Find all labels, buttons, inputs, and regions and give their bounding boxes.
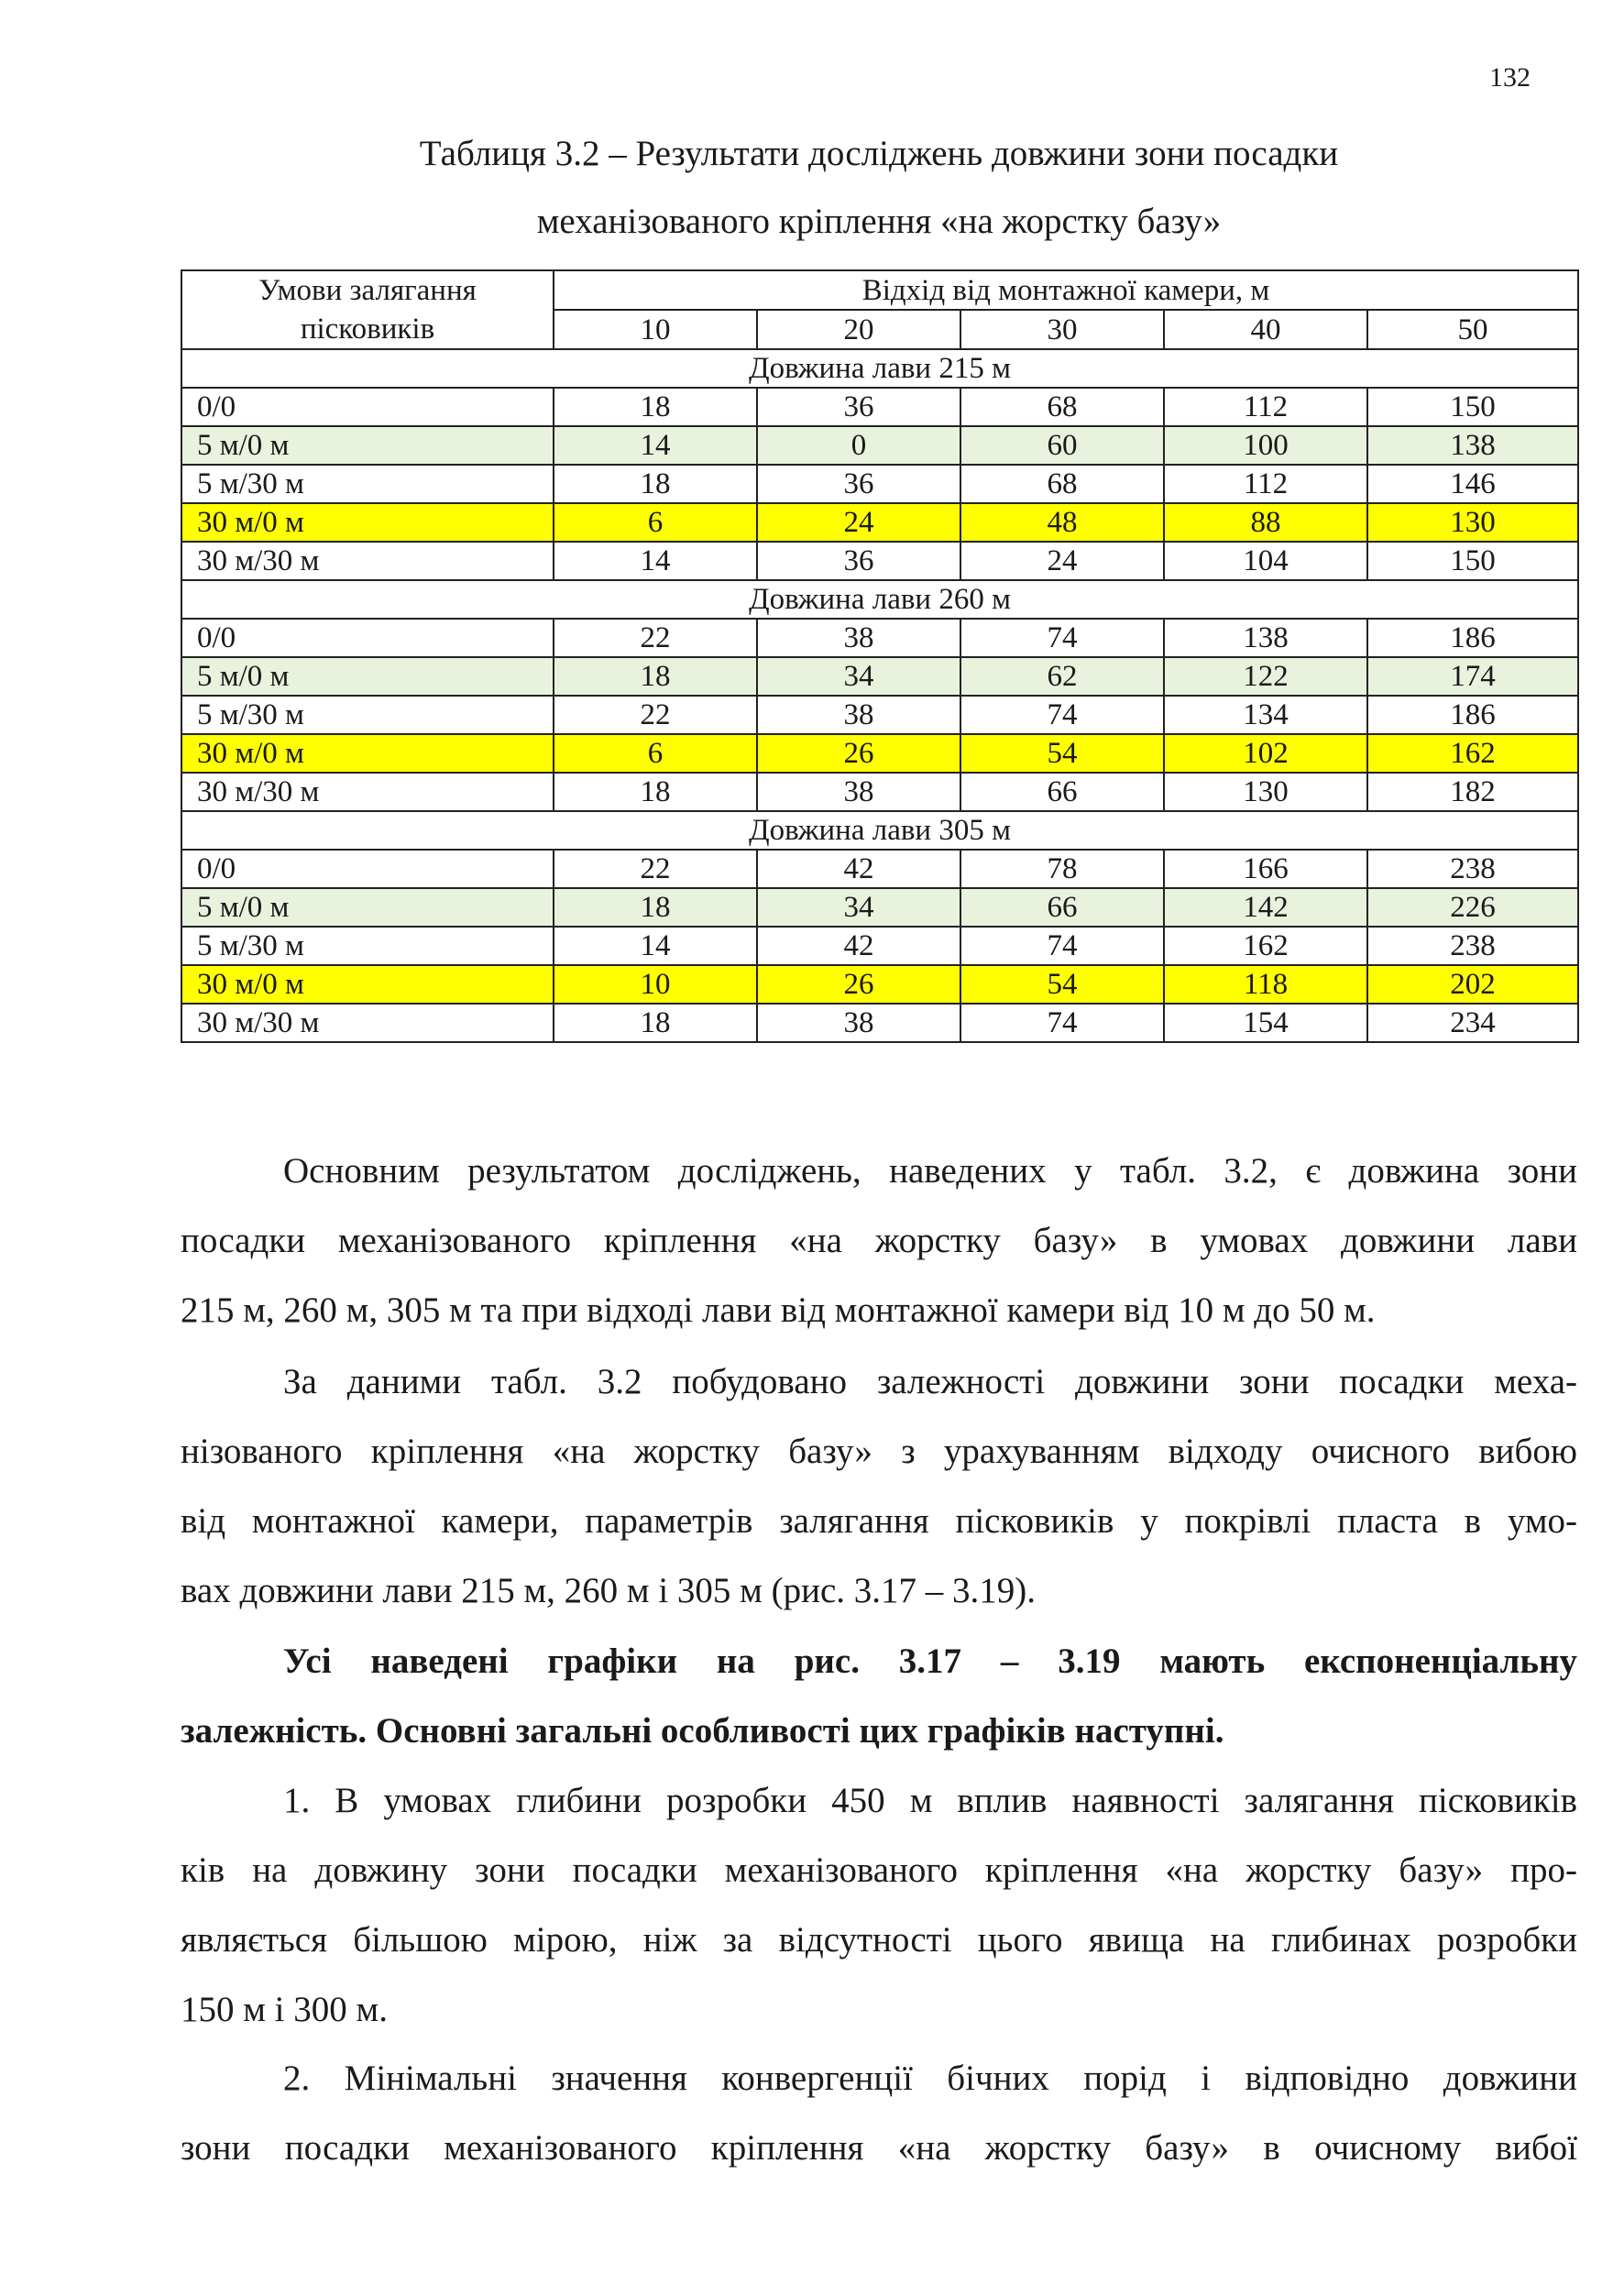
table-row — [181, 965, 1578, 1004]
text-line — [181, 1136, 1577, 1206]
text-line — [181, 1627, 1577, 1697]
value-cell: 112 — [1164, 465, 1367, 503]
condition-cell: 0/0 — [181, 388, 554, 426]
condition-cell: 30 м/0 м — [181, 734, 554, 773]
column-group-header-distance: Відхід від монтажної камери, м — [554, 270, 1578, 310]
condition-cell: 5 м/0 м — [181, 657, 554, 696]
table-caption-line-2: механізованого кріплення «на жорстку базу» — [536, 202, 1222, 241]
value-cell: 22 — [554, 850, 757, 888]
value-cell: 186 — [1367, 696, 1578, 734]
value-cell: 42 — [757, 850, 960, 888]
value-cell: 122 — [1164, 657, 1367, 696]
text-line-content: 2. Мінімальні значення конвергенції бічних порід і відповідно довжини — [283, 2059, 1577, 2098]
text-line-content: від монтажної камери, параметрів залягання пісковиків у покрівлі пласта в умо- — [181, 1501, 1577, 1541]
section-title: Довжина лави 215 м — [181, 349, 1578, 388]
value-cell: 34 — [757, 888, 960, 927]
column-header-distance: 20 — [757, 310, 960, 349]
value-cell: 226 — [1367, 888, 1578, 927]
text-line-content: являється більшою мірою, ніж за відсутності цього явища на глибинах розробки — [181, 1920, 1577, 1960]
value-cell: 38 — [757, 619, 960, 657]
value-cell: 78 — [960, 850, 1164, 888]
paragraph — [181, 1627, 1577, 1766]
column-header-distance: 30 — [960, 310, 1164, 349]
text-line — [181, 1905, 1577, 1975]
table-row — [181, 465, 1578, 503]
value-cell: 154 — [1164, 1004, 1367, 1042]
column-header-distance: 40 — [1164, 310, 1367, 349]
value-cell: 36 — [757, 542, 960, 580]
text-line — [181, 1487, 1577, 1556]
condition-cell: 5 м/0 м — [181, 426, 554, 465]
text-line — [181, 2044, 1577, 2114]
text-line — [181, 1697, 1577, 1766]
text-line-content: нізованого кріплення «на жорстку базу» з урахуванням відходу очисного вибою — [181, 1432, 1577, 1471]
table-header-row — [181, 270, 1578, 310]
column-header-conditions: Умови залягання пісковиків — [181, 270, 554, 349]
value-cell: 162 — [1367, 734, 1578, 773]
value-cell: 38 — [757, 773, 960, 811]
section-title-row — [181, 349, 1578, 388]
value-cell: 22 — [554, 696, 757, 734]
section-title: Довжина лави 260 м — [181, 580, 1578, 619]
value-cell: 6 — [554, 734, 757, 773]
value-cell: 68 — [960, 388, 1164, 426]
page-number: 132 — [1489, 62, 1531, 93]
text-line — [181, 1975, 1577, 2045]
value-cell: 42 — [757, 927, 960, 965]
value-cell: 74 — [960, 927, 1164, 965]
text-line-content: зони посадки механізованого кріплення «на жорстку базу» в очисному вибої — [181, 2128, 1577, 2168]
value-cell: 6 — [554, 503, 757, 542]
text-line-content: залежність. Основні загальні особливості цих графіків наступні. — [181, 1711, 1224, 1751]
value-cell: 100 — [1164, 426, 1367, 465]
value-cell: 18 — [554, 388, 757, 426]
value-cell: 26 — [757, 965, 960, 1004]
value-cell: 150 — [1367, 388, 1578, 426]
text-line-content: 1. В умовах глибини розробки 450 м вплив наявності залягання пісковиків — [283, 1781, 1577, 1820]
condition-cell: 30 м/30 м — [181, 1004, 554, 1042]
text-line — [181, 1276, 1577, 1345]
value-cell: 66 — [960, 773, 1164, 811]
value-cell: 182 — [1367, 773, 1578, 811]
table-row — [181, 696, 1578, 734]
paragraph — [181, 2044, 1577, 2183]
value-cell: 74 — [960, 619, 1164, 657]
value-cell: 112 — [1164, 388, 1367, 426]
value-cell: 130 — [1164, 773, 1367, 811]
condition-cell: 30 м/30 м — [181, 542, 554, 580]
value-cell: 18 — [554, 465, 757, 503]
text-line — [181, 1206, 1577, 1276]
value-cell: 68 — [960, 465, 1164, 503]
text-line — [181, 2114, 1577, 2183]
value-cell: 18 — [554, 888, 757, 927]
text-line-content: За даними табл. 3.2 побудовано залежності довжини зони посадки меха- — [283, 1362, 1577, 1401]
column-header-distance: 10 — [554, 310, 757, 349]
table-row — [181, 927, 1578, 965]
value-cell: 36 — [757, 465, 960, 503]
section-title-row — [181, 811, 1578, 850]
table-row — [181, 503, 1578, 542]
value-cell: 36 — [757, 388, 960, 426]
table-row — [181, 734, 1578, 773]
table-row — [181, 888, 1578, 927]
paragraph — [181, 1766, 1577, 2045]
results-table — [181, 269, 1579, 1043]
value-cell: 14 — [554, 927, 757, 965]
text-line-content: 215 м, 260 м, 305 м та при відході лави від монтажної камери від 10 м до 50 м. — [181, 1290, 1376, 1330]
value-cell: 238 — [1367, 927, 1578, 965]
section-title: Довжина лави 305 м — [181, 811, 1578, 850]
value-cell: 150 — [1367, 542, 1578, 580]
text-line-content: посадки механізованого кріплення «на жорстку базу» в умовах довжини лави — [181, 1221, 1577, 1260]
table-row — [181, 426, 1578, 465]
paragraph — [181, 1136, 1577, 1345]
condition-cell: 5 м/30 м — [181, 696, 554, 734]
condition-cell: 0/0 — [181, 619, 554, 657]
condition-cell: 5 м/30 м — [181, 465, 554, 503]
table-row — [181, 657, 1578, 696]
value-cell: 62 — [960, 657, 1164, 696]
value-cell: 38 — [757, 1004, 960, 1042]
value-cell: 22 — [554, 619, 757, 657]
text-line-content: Основним результатом досліджень, наведених у табл. 3.2, є довжина зони — [283, 1151, 1577, 1191]
value-cell: 54 — [960, 965, 1164, 1004]
value-cell: 138 — [1164, 619, 1367, 657]
value-cell: 162 — [1164, 927, 1367, 965]
value-cell: 24 — [757, 503, 960, 542]
table-row — [181, 850, 1578, 888]
text-line — [181, 1556, 1577, 1626]
value-cell: 24 — [960, 542, 1164, 580]
text-line — [181, 1347, 1577, 1417]
value-cell: 146 — [1367, 465, 1578, 503]
value-cell: 166 — [1164, 850, 1367, 888]
condition-cell: 5 м/0 м — [181, 888, 554, 927]
value-cell: 26 — [757, 734, 960, 773]
value-cell: 34 — [757, 657, 960, 696]
value-cell: 60 — [960, 426, 1164, 465]
value-cell: 18 — [554, 657, 757, 696]
value-cell: 74 — [960, 696, 1164, 734]
value-cell: 138 — [1367, 426, 1578, 465]
value-cell: 238 — [1367, 850, 1578, 888]
condition-cell: 30 м/0 м — [181, 965, 554, 1004]
paragraph — [181, 1347, 1577, 1626]
value-cell: 14 — [554, 426, 757, 465]
value-cell: 234 — [1367, 1004, 1578, 1042]
text-line-content: вах довжини лави 215 м, 260 м і 305 м (рис. 3.17 – 3.19). — [181, 1571, 1036, 1610]
table-row — [181, 619, 1578, 657]
condition-cell: 0/0 — [181, 850, 554, 888]
condition-cell: 30 м/0 м — [181, 503, 554, 542]
table-row — [181, 388, 1578, 426]
value-cell: 66 — [960, 888, 1164, 927]
table-row — [181, 773, 1578, 811]
value-cell: 186 — [1367, 619, 1578, 657]
value-cell: 202 — [1367, 965, 1578, 1004]
value-cell: 104 — [1164, 542, 1367, 580]
section-title-row — [181, 580, 1578, 619]
text-line — [181, 1417, 1577, 1487]
condition-cell: 5 м/30 м — [181, 927, 554, 965]
text-line-content: 150 м і 300 м. — [181, 1990, 388, 2029]
value-cell: 14 — [554, 542, 757, 580]
table-caption-line-1: Таблиця 3.2 – Результати досліджень довжини зони посадки — [419, 134, 1339, 173]
table-row — [181, 542, 1578, 580]
value-cell: 102 — [1164, 734, 1367, 773]
value-cell: 134 — [1164, 696, 1367, 734]
column-header-distance: 50 — [1367, 310, 1578, 349]
text-line-content: Усі наведені графіки на рис. 3.17 – 3.19 мають експоненціальну — [283, 1642, 1577, 1681]
value-cell: 0 — [757, 426, 960, 465]
value-cell: 10 — [554, 965, 757, 1004]
text-line — [181, 1836, 1577, 1905]
condition-cell: 30 м/30 м — [181, 773, 554, 811]
value-cell: 130 — [1367, 503, 1578, 542]
text-line — [181, 1766, 1577, 1836]
value-cell: 18 — [554, 1004, 757, 1042]
value-cell: 18 — [554, 773, 757, 811]
value-cell: 38 — [757, 696, 960, 734]
value-cell: 54 — [960, 734, 1164, 773]
value-cell: 74 — [960, 1004, 1164, 1042]
value-cell: 88 — [1164, 503, 1367, 542]
table-row — [181, 1004, 1578, 1042]
value-cell: 118 — [1164, 965, 1367, 1004]
value-cell: 174 — [1367, 657, 1578, 696]
value-cell: 142 — [1164, 888, 1367, 927]
text-line-content: ків на довжину зони посадки механізованого кріплення «на жорстку базу» про- — [181, 1850, 1577, 1890]
value-cell: 48 — [960, 503, 1164, 542]
